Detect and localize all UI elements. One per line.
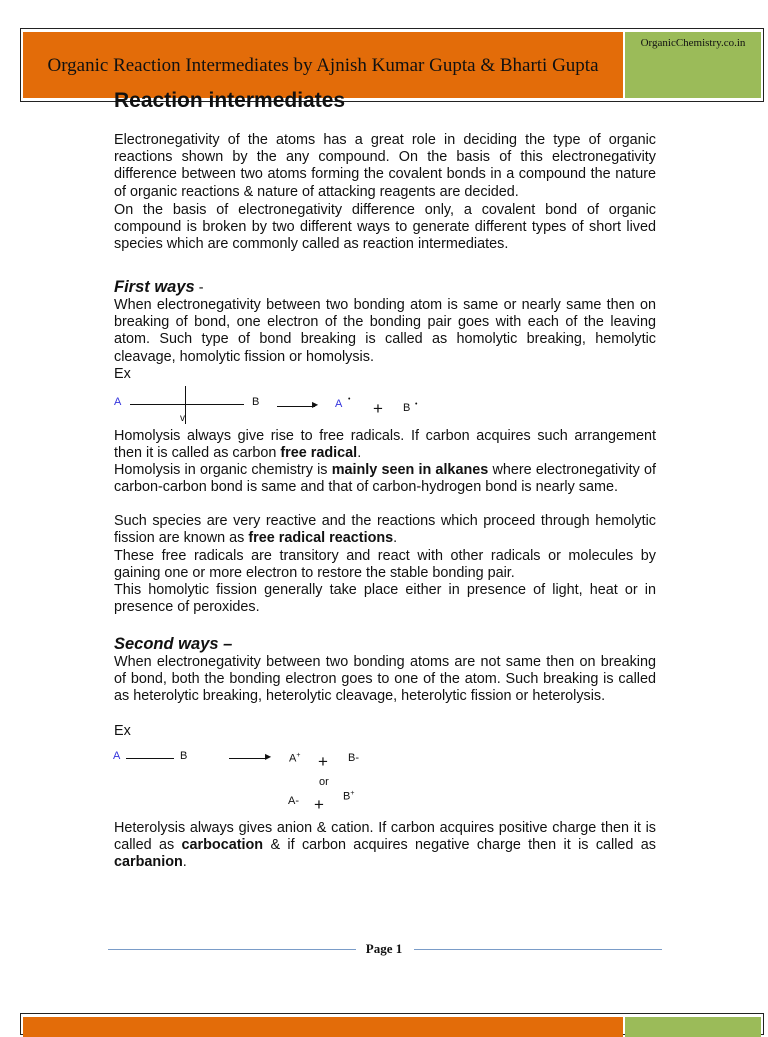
header-site-cell <box>625 32 761 98</box>
product-a: A <box>335 398 343 410</box>
first-ways-heading <box>114 278 204 297</box>
intro-paragraph-2: On the basis of electronegativity difference only, a covalent bond of organic compound is broken by two different ways to generate different types of short lived species which are commonly called as reaction intermediates. <box>114 202 656 253</box>
second-ways-paragraph: When electronegativity between two bonding atoms are not same then on breaking of bond, both the bonding electron goes to one of the atom. Such breaking is called as heterolytic breaking, heterolytic cleavage, heterolytic fission or heterolysis. <box>114 654 656 705</box>
plus-sign: + <box>314 795 324 814</box>
text: Heterolysis always gives anion & cation. If carbon acquires positive charge then it is called as <box>114 820 656 854</box>
text: . <box>393 530 398 547</box>
bond-line <box>126 758 174 759</box>
text: . <box>357 445 362 462</box>
alkanes-paragraph <box>114 462 656 496</box>
reactive-paragraph <box>114 513 656 547</box>
first-ways-dash: - <box>194 280 204 296</box>
term-alkanes: mainly seen in alkanes <box>331 462 489 478</box>
text: Such species are very reactive and the reactions which proceed through hemolytic fission are known as <box>114 513 656 547</box>
header-title: Organic Reaction Intermediates by Ajnish Kumar Gupta & Bharti Gupta <box>47 55 599 76</box>
atom-a: A <box>113 750 121 762</box>
header-site: OrganicChemistry.co.in <box>640 37 746 49</box>
atom-a: A <box>114 396 122 408</box>
charge: + <box>350 790 355 797</box>
text: Homolysis in organic chemistry is <box>114 462 332 478</box>
cleavage-arrow <box>185 386 186 424</box>
term-free-radical-reactions: free radical reactions <box>248 530 394 547</box>
plus-sign: + <box>373 399 383 418</box>
homolysis-paragraph <box>114 428 656 462</box>
first-ways-label: First ways <box>114 278 195 296</box>
transitory-paragraph: These free radicals are transitory and react with other radicals or molecules by gaining one or more electron to restore the stable bonding pair. <box>114 548 656 582</box>
first-ex-label: Ex <box>114 366 131 382</box>
atom-b: B <box>252 396 260 408</box>
down-arrow-icon: v <box>180 413 185 424</box>
arrow-head-icon: ▶ <box>312 400 319 409</box>
header-site-cell <box>625 1017 761 1037</box>
text: & if carbon acquires negative charge then it is called as <box>263 837 656 854</box>
reaction-arrow <box>229 758 267 759</box>
reaction-arrow <box>277 406 315 407</box>
charge: + <box>296 752 301 759</box>
radical-dot: • <box>415 401 418 408</box>
intro-paragraph-1: Electronegativity of the atoms has a great role in deciding the type of organic reactions shown by the any compound. On the basis of this electronegativity difference between two atoms forming the covalent bonds in a compound the nature of organic reactions & nature of attacking reagents are decided. <box>114 132 656 200</box>
atom-b: B <box>180 750 188 762</box>
peroxides-paragraph: This homolytic fission generally take place either in presence of light, heat or in presence of peroxides. <box>114 582 656 616</box>
text: A <box>289 752 297 765</box>
arrow-head-icon: ▶ <box>265 752 272 761</box>
text: Homolysis always give rise to free radicals. If carbon acquires such arrangement then it is called as carbon <box>114 428 656 462</box>
term-free-radical: free radical <box>280 445 358 462</box>
product-b: B <box>403 402 411 414</box>
next-page-header <box>20 1013 764 1035</box>
text: . <box>182 854 187 871</box>
text: where electronegativity of carbon-carbon bond is same and that of carbon-hydrogen bond is nearly same. <box>114 462 657 496</box>
product-b-anion: B- <box>348 752 359 764</box>
product-a-cation <box>289 752 300 765</box>
second-ex-label: Ex <box>114 723 131 739</box>
page-number: Page 1 <box>365 941 403 956</box>
product-a-anion: A- <box>288 795 299 807</box>
second-ways-heading: Second ways – <box>114 635 233 653</box>
page-title: Reaction intermediates <box>114 89 346 112</box>
term-carbanion: carbanion <box>114 854 183 871</box>
first-ways-paragraph: When electronegativity between two bonding atom is same or nearly same then on breaking of bond, one electron of the bonding pair goes with each of the leaving atom. Such type of bond breaking is called as homolytic breaking, hemolytic cleavage, homolytic fission or homolysis. <box>114 297 656 365</box>
footer-rule-right <box>414 949 662 950</box>
bond-line <box>130 404 244 405</box>
radical-dot: • <box>348 396 351 403</box>
product-b-cation <box>343 790 354 803</box>
term-carbocation: carbocation <box>181 837 264 854</box>
or-label: or <box>319 776 329 788</box>
text: B <box>343 790 351 803</box>
plus-sign: + <box>318 752 328 771</box>
header-title-cell <box>23 1017 623 1037</box>
heterolysis-paragraph <box>114 820 656 872</box>
